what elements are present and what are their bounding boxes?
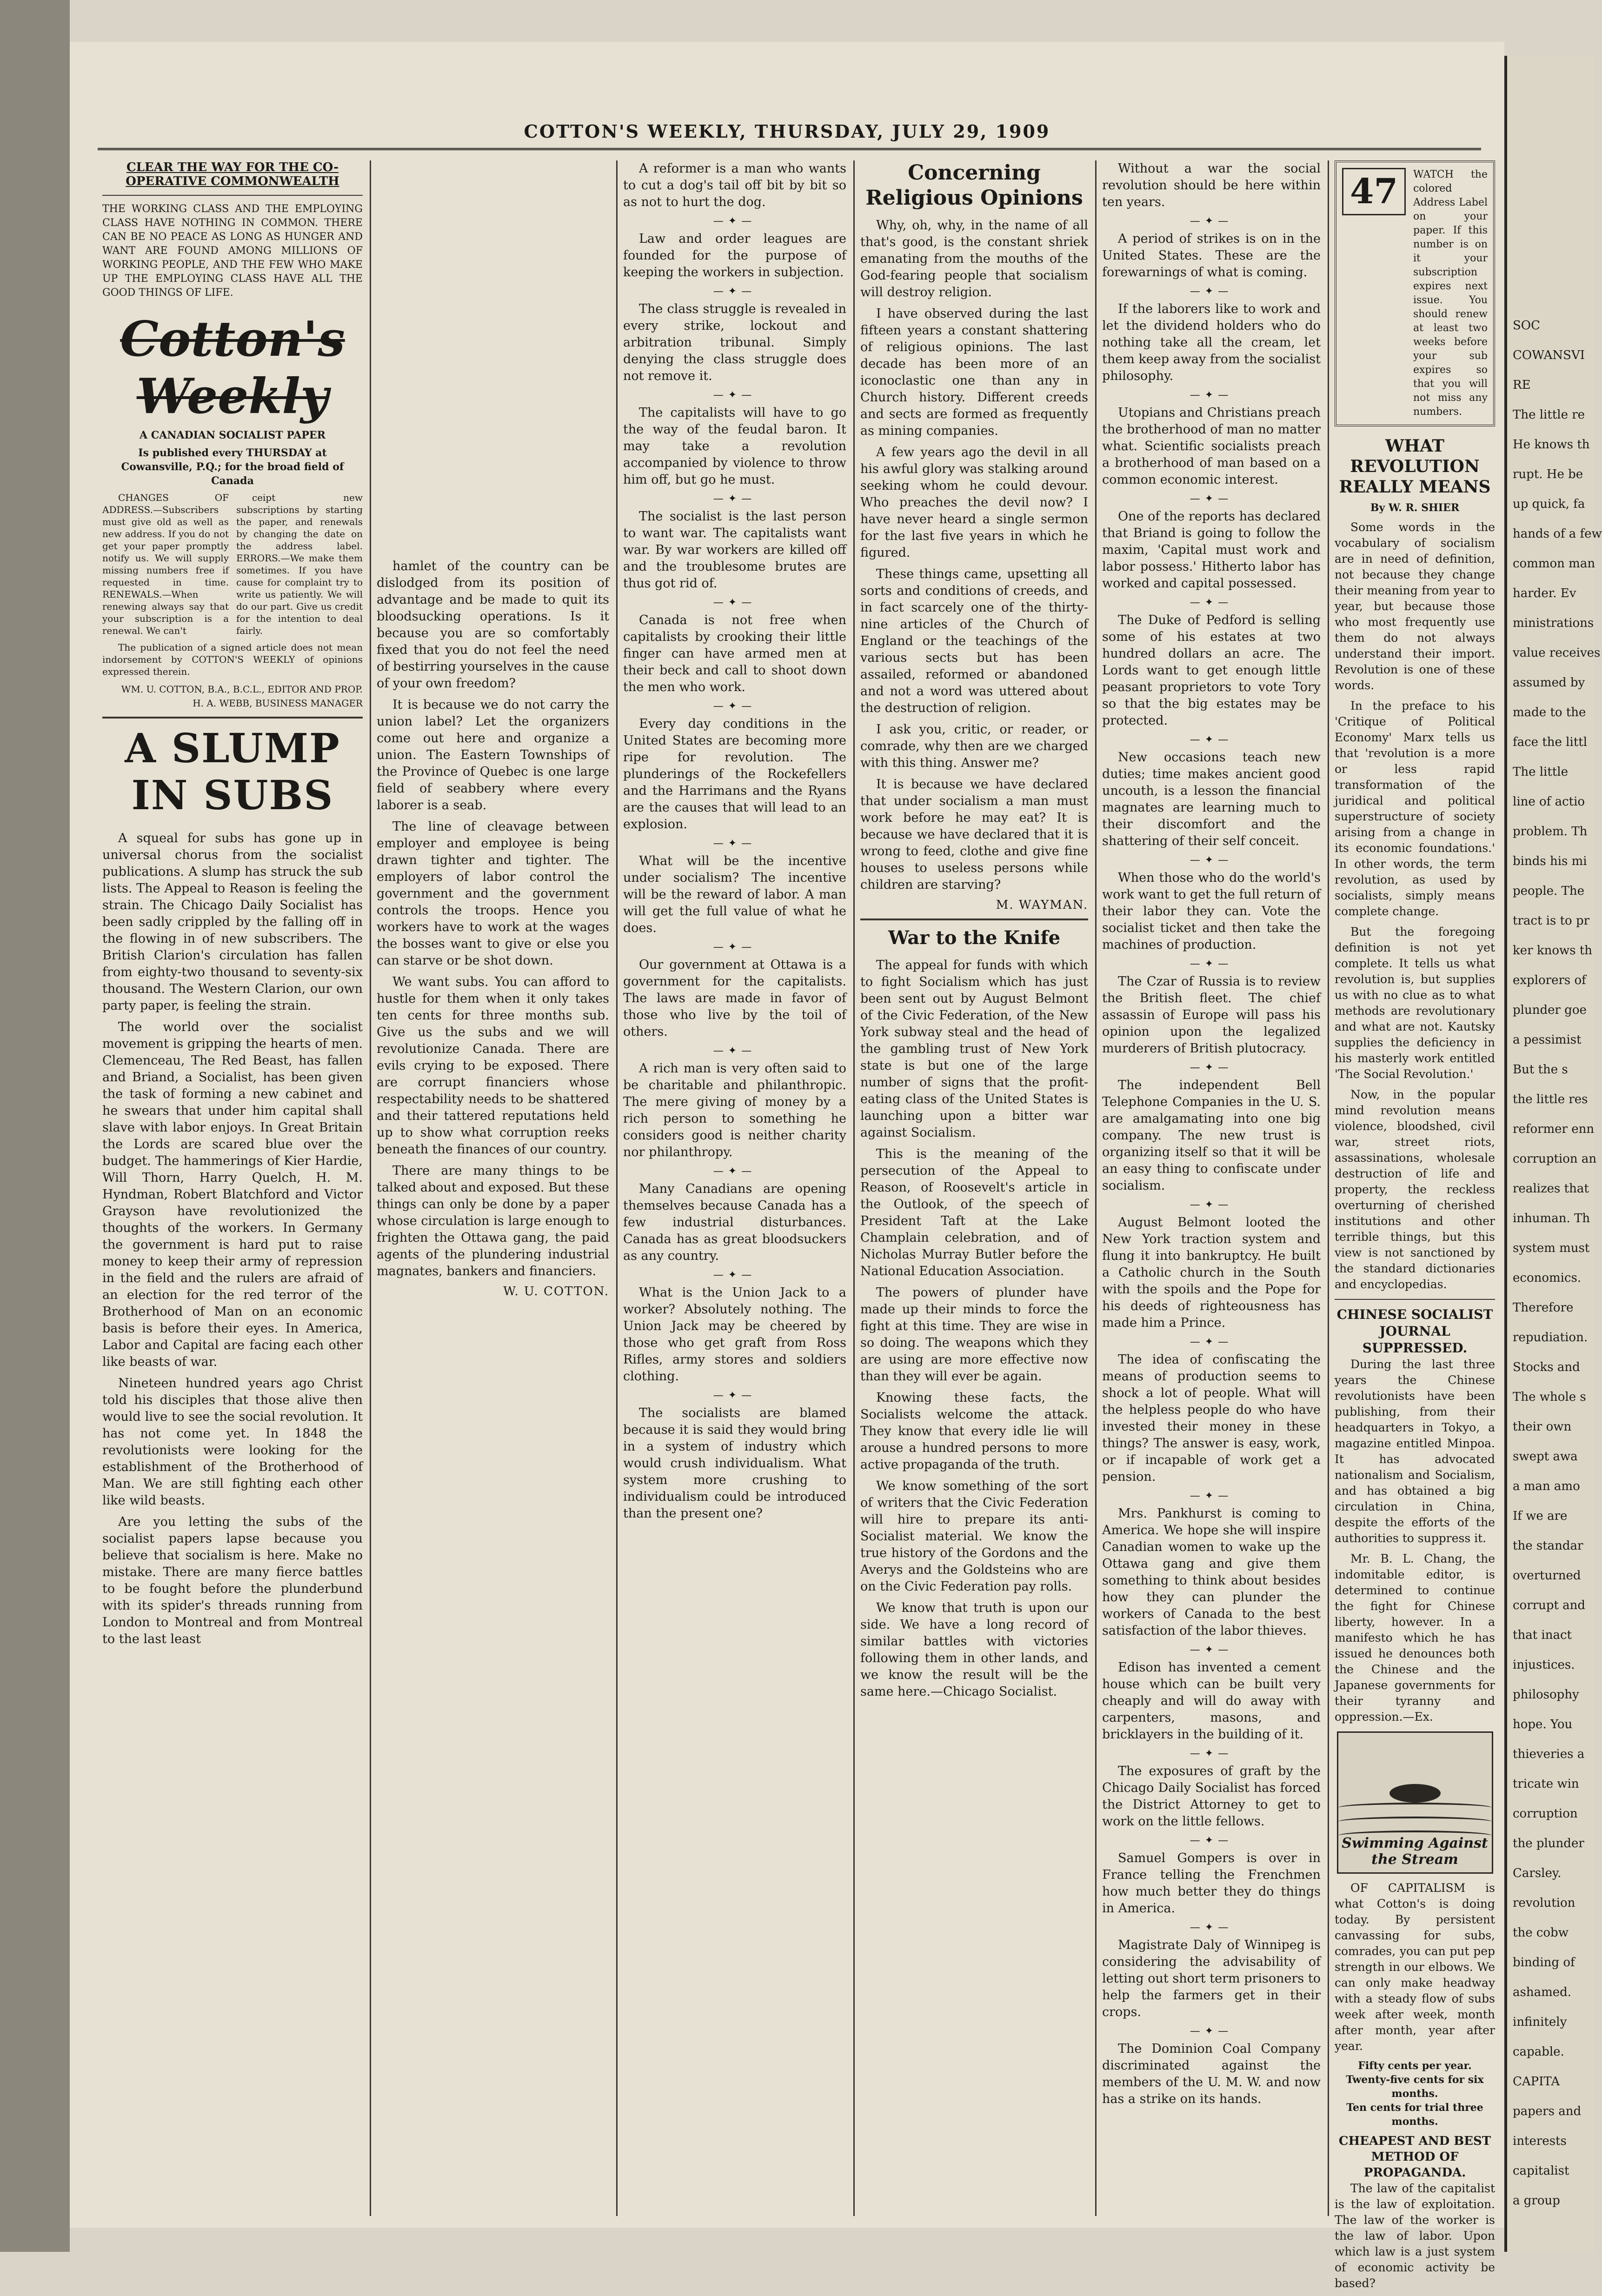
paragraph: Canada is not free when capitalists by crooking their little finger can have armed men at their beck and call to shoot down the men who work. (623, 613, 846, 694)
adjacent-page-fragment: hope. You (1513, 1717, 1573, 1731)
adjacent-page-strip (1504, 56, 1602, 2252)
paragraph: August Belmont looted the New York traction system and flung it into bankruptcy. He built a Catholic church in the South with the spoils and the Pope for his deeds of righteousness has made him a Prince. (1102, 1215, 1321, 1330)
slump-paragraph: Are you letting the subs of the socialist papers lapse because you believe that socialism is here. Make no mistake. There are many fierce battles to be fought before the plunderbund with its spider's threads running from London to Montreal and from Montreal to the last least (102, 1515, 363, 1646)
tagline: A CANADIAN SOCIALIST PAPER (140, 429, 326, 441)
adjacent-page-fragment: inhuman. Th (1513, 1211, 1590, 1225)
cooperative-heading: CLEAR THE WAY FOR THE CO-OPERATIVE COMMONWEALTH (126, 160, 339, 188)
adjacent-page-fragment: The little (1513, 765, 1568, 779)
adjacent-page-fragment: If we are (1513, 1509, 1568, 1523)
divider: —✦— (1190, 1336, 1233, 1348)
adjacent-page-fragment: plunder goe (1513, 1003, 1587, 1017)
adjacent-page-fragment: interests (1513, 2134, 1567, 2148)
divider: —✦— (713, 1269, 757, 1281)
propaganda-paragraph: The law of the capitalist is the law of exploitation. The law of the worker is the law of labor. Upon which law is a just system of economic activity be based? (1335, 2182, 1495, 2290)
divider: —✦— (1190, 1062, 1233, 1073)
swimmer-illustration (1337, 1731, 1493, 1874)
adjacent-page-fragment: revolution (1513, 1896, 1575, 1910)
label-number: 47 (1342, 168, 1406, 215)
adjacent-page-fragment: that inact (1513, 1628, 1572, 1642)
column-4 (860, 160, 1088, 1705)
paragraph: The Czar of Russia is to review the British fleet. The chief assassin of Europe will pass his opinion upon the legalized murderers of British plutocracy. (1102, 974, 1321, 1056)
paragraph: One of the reports has declared that Briand is going to follow the maxim, 'Capital must work and labor possess.' Hitherto labor has worked and capital possessed. (1102, 509, 1321, 591)
adjacent-page-fragment: ashamed. (1513, 1985, 1572, 1999)
paragraph: Law and order leagues are founded for the purpose of keeping the workers in subjection. (623, 232, 846, 280)
newspaper-page (70, 42, 1504, 2290)
divider: —✦— (1190, 1835, 1233, 1846)
adjacent-page-fragment: He knows th (1513, 438, 1590, 452)
paragraph: A period of strikes is on in the United States. These are the forewarnings of what is coming. (1102, 232, 1321, 280)
adjacent-page-fragment: Therefore (1513, 1301, 1574, 1315)
divider: —✦— (1190, 286, 1233, 297)
adjacent-page-fragment: explorers of (1513, 973, 1586, 987)
religious-paragraph: It is because we have declared that under socialism a man must work before he may eat? It is because we have declared that it is wrong to feed, clothe and give fine houses to useless persons while children are starving? (860, 777, 1088, 892)
adjacent-page-fragment: But the s (1513, 1063, 1568, 1077)
paragraph: The socialists are blamed because it is said they would bring in a system of industry which would crush individualism. What system more crushing to individualism could be introduced than the present one? (623, 1406, 846, 1521)
adjacent-page-fragment: The whole s (1513, 1390, 1586, 1404)
adjacent-page-fragment: a group (1513, 2194, 1560, 2208)
adjacent-page-fragment: the plunder (1513, 1837, 1584, 1850)
war-paragraph: This is the meaning of the persecution of the Appeal to Reason, of Roosevelt's article in the Outlook, of the speech of President Taft at the Lake Champlain celebration, and of Nicholas Murray Butler before the National Education Association. (860, 1147, 1088, 1278)
rate-line: Fifty cents per year. (1358, 2060, 1472, 2072)
divider: —✦— (1190, 1490, 1233, 1502)
divider: —✦— (713, 700, 757, 712)
religious-paragraph: I have observed during the last fifteen years a constant shattering of religious opinions. The last decade has been more of an iconoclastic one than any in Church history. Different creeds and sects are formed as frequently as mining companies. (860, 306, 1088, 438)
paragraph: What will be the incentive under socialism? The incentive will be the reward of labor. A man will get the full value of what he does. (623, 854, 846, 935)
paragraph: Many Canadians are opening themselves because Canada has a few industrial disturbances. Canada has as great bloodsuckers as any country. (623, 1182, 846, 1263)
adjacent-page-fragment: common man (1513, 557, 1595, 571)
divider: —✦— (1190, 597, 1233, 608)
paragraph: The Duke of Pedford is selling some of his estates at two hundred dollars an acre. The Lords want to get enough little peasant proprietors to vote Tory so that the big estates may be protected. (1102, 613, 1321, 728)
divider: —✦— (713, 597, 757, 608)
paragraph: The Dominion Coal Company discriminated against the members of the U. M. W. and now has a strike on its hands. (1102, 2042, 1321, 2106)
adjacent-page-fragment: rupt. He be (1513, 467, 1583, 481)
adjacent-page-fragment: a pessimist (1513, 1033, 1582, 1047)
divider: —✦— (1190, 389, 1233, 401)
paragraph: The socialist is the last person to want war. The capitalists want war. By war workers are killed off and the troublesome brutes are thus got rid of. (623, 509, 846, 591)
adjacent-page-fragment: The little re (1513, 408, 1585, 422)
divider: —✦— (713, 1390, 757, 1401)
adjacent-page-fragment: the standar (1513, 1539, 1583, 1553)
rate-line: Ten cents for trial three months. (1346, 2102, 1483, 2128)
adjacent-page-fragment: repudiation. (1513, 1331, 1588, 1344)
adjacent-page-fragment: problem. Th (1513, 825, 1588, 839)
adjacent-page-fragment: value receives (1513, 646, 1601, 660)
header-rule (98, 148, 1481, 150)
notices (102, 492, 363, 641)
slump-title: A SLUMP IN SUBS (125, 725, 340, 819)
adjacent-page-fragment: hands of a few (1513, 527, 1602, 541)
signature: W. U. COTTON. (503, 1284, 609, 1298)
paragraph: Without a war the social revolution should be here within ten years. (1102, 161, 1321, 209)
adjacent-page-fragment: corruption (1513, 1807, 1578, 1821)
divider: —✦— (1190, 1644, 1233, 1656)
adjacent-page-fragment: ker knows th (1513, 944, 1593, 958)
war-paragraph: Knowing these facts, the Socialists welcome the attack. They know that every idle lie will arouse a hundred persons to more active propaganda of the truth. (860, 1391, 1088, 1472)
adjacent-page-fragment: infinitely (1513, 2015, 1567, 2029)
war-paragraph: We know something of the sort of writers that the Civic Federation will hire to prepare its anti-Socialist material. We know the true history of the Gordons and the Averys and the Goldsteins who are on the Civic Federation pay rolls. (860, 1479, 1088, 1594)
published-line: Is published every THURSDAY at Cowansville, P.Q.; for the broad field of Canada (121, 447, 344, 487)
religious-title: Concerning Religious Opinions (865, 161, 1083, 210)
paragraph: What is the Union Jack to a worker? Absolutely nothing. The Union Jack may be cheered by those who get graft from Ross Rifles, army stores and soldiers clothing. (623, 1285, 846, 1384)
adjacent-page-fragment: the little res (1513, 1092, 1588, 1106)
slump-paragraph: hamlet of the country can be dislodged from its position of advantage and be made to quit its bloodsucking operations. Is it because you are so comfortably fixed that you do not feel the need of bestirring yourselves in the cause of your own freedom? (377, 559, 609, 691)
adjacent-page-fragment: overturned (1513, 1569, 1581, 1583)
adjacent-page-fragment: line of actio (1513, 795, 1585, 809)
adjacent-page-fragment: COWANSVI (1513, 348, 1585, 362)
adjacent-page-fragment: realizes that (1513, 1182, 1589, 1196)
illustration-caption: Swimming Against the Stream (1342, 1835, 1488, 1868)
chinese-journal-title: CHINESE SOCIALIST JOURNAL SUPPRESSED. (1336, 1307, 1493, 1356)
adjacent-page-fragment: the cobw (1513, 1926, 1569, 1940)
divider: —✦— (713, 286, 757, 297)
paragraph: Utopians and Christians preach the brotherhood of man no matter what. Scientific socialists preach a brotherhood of man based on a common economic interest. (1102, 406, 1321, 487)
war-paragraph: The appeal for funds with which to fight Socialism which has just been sent out by August Belmont of the Civic Federation, of the New York subway steal and the head of the gambling trust of New York state is but one of the large number of signs that the profit-eating class of the United States is launching upon a bitter war against Socialism. (860, 958, 1088, 1140)
adjacent-page-fragment: papers and (1513, 2104, 1582, 2118)
column-1 (102, 160, 363, 1652)
paragraph: Samuel Gompers is over in France telling the Frenchmen how much better they do things in America. (1102, 1851, 1321, 1916)
paragraph: The class struggle is revealed in every strike, lockout and arbitration tribunal. Simply denying the class struggle does not remove it. (623, 302, 846, 383)
adjacent-page-fragment: binding of (1513, 1956, 1575, 1970)
slump-paragraph: It is because we do not carry the union label? Let the organizers come out here and organize a union. The Eastern Townships of the Province of Quebec is one large field of seabbery where every laborer is a seab. (377, 698, 609, 812)
divider: —✦— (1190, 854, 1233, 866)
column-rule (370, 160, 371, 2216)
paragraph: The independent Bell Telephone Companies in the U. S. are amalgamating into one big company. The new trust is organizing itself so that it will be an easy thing to confiscate under socialism. (1102, 1078, 1321, 1193)
chinese-journal-paragraph: Mr. B. L. Chang, the indomitable editor, is determined to continue the fight for Chinese liberty, however. In a manifesto which he has issued he denounces both the Chinese and the Japanese governments for their tyranny and oppression.—Ex. (1335, 1552, 1495, 1724)
paragraph: Magistrate Daly of Winnipeg is considering the advisability of letting out short term prisoners to help the farmers get in their crops. (1102, 1938, 1321, 2019)
page-gutter (0, 0, 70, 2252)
adjacent-page-fragment: CAPITA (1513, 2075, 1560, 2089)
disclaimer: The publication of a signed article does not mean indorsement by COTTON'S WEEKLY of opinions expressed therein. (102, 642, 363, 677)
adjacent-page-fragment: made to the (1513, 705, 1586, 719)
adjacent-page-fragment: tract is to pr (1513, 914, 1590, 928)
adjacent-page-fragment: tricate win (1513, 1777, 1579, 1791)
divider: —✦— (1190, 2025, 1233, 2037)
adjacent-page-fragment: reformer enn (1513, 1122, 1595, 1136)
divider: —✦— (713, 215, 757, 227)
adjacent-page-fragment: Stocks and (1513, 1360, 1580, 1374)
preamble: THE WORKING CLASS AND THE EMPLOYING CLASS HAVE NOTHING IN COMMON. THERE CAN BE NO PEACE AS LONG AS HUNGER AND WANT ARE FOUND AMONG MILLIONS OF WORKING PEOPLE, AND THE FEW WHO MAKE UP THE EMPLOYING CLASS HAVE ALL THE GOOD THINGS OF LIFE. (102, 203, 363, 299)
divider: —✦— (1190, 1199, 1233, 1211)
column-rule (1328, 160, 1329, 2216)
chinese-journal-paragraph: During the last three years the Chinese revolutionists have been publishing, from their headquarters in Tokyo, a magazine entitled Minpoa. It has advocated nationalism and Socialism, and has obtained a big circulation in China, despite the efforts of the authorities to suppress it. (1335, 1358, 1495, 1545)
slump-paragraph: There are many things to be talked about and exposed. But these things can only be done by a paper whose circulation is large enough to frighten the Ottawa gang, the paid agents of the plundering industrial magnates, bankers and financiers. (377, 1164, 609, 1278)
divider (102, 717, 363, 719)
column-rule (853, 160, 855, 2216)
column-3 (623, 160, 846, 1527)
editor-line: WM. U. COTTON, B.A., B.C.L., EDITOR AND PROP. (121, 684, 363, 695)
wave-line (1338, 1817, 1492, 1827)
paragraph: If the laborers like to work and let the dividend holders who do nothing take all the cream, let them keep away from the socialist philosophy. (1102, 302, 1321, 383)
paragraph: The capitalists will have to go the way of the feudal baron. It may take a revolution accompanied by violence to throw him off, but go he must. (623, 406, 846, 487)
religious-paragraph: A few years ago the devil in all his awful glory was stalking around seeking whom he could devour. Who preaches the devil now? I have never heard a single sermon for the last five years in which he figured. (860, 445, 1088, 560)
slump-paragraph: A squeal for subs has gone up in universal chorus from the socialist publications. A slump has struck the sub lists. The Appeal to Reason is feeling the strain. The Chicago Daily Socialist has been sadly crippled by the falling off in the flowing in of new subscribers. The British Clarion's circulation has fallen from eighty-two thousand to seventy-six thousand. The Western Clarion, our own party paper, is feeling the strain. (102, 831, 363, 1013)
religious-paragraph: Why, oh, why, in the name of all that's good, is the constant shriek emanating from the mouths of the God-fearing people that socialism will destroy religion. (860, 218, 1088, 299)
label-notice-text: WATCH the colored Address Label on your paper. If this number is on it your subscription expires next issue. You should renew at least two weeks before your sub expires so that you will not miss any numbers. (1413, 169, 1488, 418)
paragraph: A rich man is very often said to be charitable and philanthropic. The mere giving of money by a rich person to something he considers good is neither charity nor philanthropy. (623, 1061, 846, 1159)
divider: —✦— (713, 493, 757, 505)
adjacent-page-fragment: system must (1513, 1241, 1590, 1255)
divider: —✦— (1190, 1748, 1233, 1759)
adjacent-page-fragment: economics. (1513, 1271, 1582, 1285)
swimmer-figure (1389, 1784, 1441, 1803)
divider: —✦— (1190, 493, 1233, 505)
revolution-title: WHAT REVOLUTION REALLY MEANS (1339, 436, 1491, 497)
slump-paragraph: We want subs. You can afford to hustle for them when it only takes ten cents for three months sub. Give us the subs and we will revolutionize Canada. There are evils crying to be exposed. There are corrupt financiers whose respectability needs to be shattered and their tattered reputations held up to show what corruption reeks beneath the finances of our country. (377, 975, 609, 1157)
adjacent-page-fragment: harder. Ev (1513, 586, 1576, 600)
paragraph: The exposures of graft by the Chicago Daily Socialist has forced the District Attorney to get to work on the little fellows. (1102, 1764, 1321, 1829)
adjacent-page-fragment: RE (1513, 378, 1531, 392)
column-5 (1102, 160, 1321, 2112)
war-title: War to the Knife (888, 927, 1061, 949)
adjacent-page-fragment: philosophy (1513, 1688, 1579, 1702)
adjacent-page-fragment: face the littl (1513, 735, 1588, 749)
war-paragraph: The powers of plunder have made up their minds to force the fight at this time. They are wise in so doing. The weapons which they are using are more effective now than they will ever be again. (860, 1285, 1088, 1384)
adjacent-page-fragment: people. The (1513, 884, 1585, 898)
adjacent-page-fragment: corruption an (1513, 1152, 1597, 1166)
adjacent-page-fragment: corrupt and (1513, 1598, 1586, 1612)
revolution-paragraph: In the preface to his 'Critique of Political Economy' Marx tells us that 'revolution is a more or less rapid transformation of the juridical and political superstructure of society arising from a change in its economic foundations.' In other words, the term revolution, as used by socialists, simply means complete change. (1335, 699, 1495, 918)
divider: —✦— (713, 941, 757, 953)
revolution-paragraph: Some words in the vocabulary of socialism are in need of definition, not because they change their meaning from year to year, but because those who most frequently use them do not always understand their import. Revolution is one of these words. (1335, 520, 1495, 692)
capitalism-paragraph: OF CAPITALISM is what Cotton's is doing today. By persistent canvassing for subs, comrades, you can put pep strength in our elbows. We can only make headway with a steady flow of subs week after week, month after month, year after year. (1335, 1881, 1495, 2053)
adjacent-page-fragment: a man amo (1513, 1479, 1580, 1493)
divider: —✦— (713, 838, 757, 849)
rate-line: Twenty-five cents for six months. (1346, 2074, 1484, 2100)
adjacent-page-fragment: up quick, fa (1513, 497, 1585, 511)
column-2 (377, 558, 609, 1305)
paragraph: The idea of confiscating the means of production seems to shock a lot of people. What will the helpless people do who have invested their money in these things? The answer is easy, work, or if incapable of work get a pension. (1102, 1352, 1321, 1484)
slump-paragraph: The world over the socialist movement is gripping the hearts of men. Clemenceau, The Red Beast, has fallen and Briand, a Socialist, has been given the task of forming a new cabinet and he swears that under him capital shall slave with labor enjoys. In Great Britain the Lords are scared blue over the budget. The hammerings of Kier Hardie, Will Thorn, Harry Quelch, H. M. Hyndman, Robert Blatchford and Victor Grayson have revolutionized the thoughts of the workers. In Germany the government is hard put to raise money to keep their army of repression in the field and the rulers are afraid of an election for the red terror of the Brotherhood of Man on an economic basis is before their eyes. In America, Labor and Capital are facing each other like beasts of war. (102, 1020, 363, 1369)
paragraph: When those who do the world's work want to get the full return of their labor they can. Vote the socialist ticket and then take the machines of production. (1102, 871, 1321, 952)
divider: —✦— (1190, 1922, 1233, 1933)
adjacent-page-fragment: binds his mi (1513, 854, 1587, 868)
divider: —✦— (1190, 958, 1233, 970)
masthead: Cotton's Weekly (120, 310, 345, 425)
divider: —✦— (713, 1045, 757, 1057)
religious-paragraph: I ask you, critic, or reader, or comrade, why then are we charged with this thing. Answer me? (860, 722, 1088, 770)
divider (1335, 1299, 1495, 1300)
address-label-notice (1335, 160, 1495, 426)
notices-right: ceipt new subscriptions by starting the paper, and renewals by changing the date on the address label. ERRORS.—We make them sometimes. If you have cause for complaint try to write us patiently. We will do our part. Give us credit for the intention to deal fairly. (236, 492, 363, 636)
paragraph: Our government at Ottawa is a government for the capitalists. The laws are made in favor of those who live by the toil of others. (623, 958, 846, 1039)
adjacent-page-fragment: SOC (1513, 319, 1541, 333)
divider: —✦— (713, 1165, 757, 1177)
column-rule (1095, 160, 1097, 2216)
adjacent-page-fragment: thieveries a (1513, 1747, 1585, 1761)
propaganda-title: CHEAPEST AND BEST METHOD OF PROPAGANDA. (1338, 2134, 1491, 2180)
slump-paragraph: Nineteen hundred years ago Christ told his disciples that those alive then would live to see the social revolution. It has not come yet. In 1848 the revolutionists were looking for the establishment of the Brotherhood of Man. We are still fighting each other like wild beasts. (102, 1376, 363, 1508)
wave-line (1338, 1803, 1492, 1813)
manager-line: H. A. WEBB, BUSINESS MANAGER (193, 698, 363, 709)
adjacent-page-fragment: their own (1513, 1420, 1572, 1434)
paragraph: A reformer is a man who wants to cut a dog's tail off bit by bit so as not to hurt the dog. (623, 161, 846, 209)
revolution-paragraph: But the foregoing definition is not yet complete. It tells us what revolution is, but supplies us with no clue as to what methods are revolutionary and what are not. Kautsky supplies the deficiency in his masterly work entitled 'The Social Revolution.' (1335, 925, 1495, 1081)
paragraph: Mrs. Pankhurst is coming to America. We hope she will inspire Canadian women to wake up the Ottawa gang and give them something to think about besides how they can plunder the workers of Canada to the best satisfaction of the labor thieves. (1102, 1506, 1321, 1638)
column-6 (1335, 160, 1495, 2296)
divider (102, 195, 363, 196)
adjacent-page-fragment: ministrations (1513, 616, 1594, 630)
signature: M. WAYMAN. (996, 898, 1088, 912)
adjacent-page-fragment: Carsley. (1513, 1866, 1562, 1880)
paragraph: Edison has invented a cement house which can be built very cheaply and will do away with carpenters, masons, and bricklayers in the building of it. (1102, 1660, 1321, 1742)
divider: —✦— (1190, 215, 1233, 227)
paragraph: New occasions teach new duties; time makes ancient good uncouth, is a lesson the financial magnates are learning much to their discomfort and the shattering of their self conceit. (1102, 750, 1321, 848)
divider (860, 918, 1088, 920)
adjacent-page-fragment: capitalist (1513, 2164, 1569, 2178)
adjacent-page-fragment: capable. (1513, 2045, 1564, 2059)
paragraph: Every day conditions in the United States are becoming more ripe for revolution. The plunderings of the Rockefellers and the Harrimans and the Ryans are the causes that will lead to an explosion. (623, 717, 846, 832)
adjacent-page-fragment: swept awa (1513, 1450, 1578, 1464)
revolution-byline: By W. R. SHIER (1370, 502, 1460, 514)
slump-paragraph: The line of cleavage between employer and employee is being drawn tighter and tighter. The employers of labor control the government and the government controls the troops. Hence you workers have to work at the wages the bosses want to give or else you can starve or be shot down. (377, 819, 609, 968)
divider: —✦— (713, 389, 757, 401)
column-rule (616, 160, 618, 2216)
war-paragraph: We know that truth is upon our side. We have a long record of similar battles with victories following them in other lands, and we know the result will be the same here.—Chicago Socialist. (860, 1601, 1088, 1699)
divider: —✦— (1190, 734, 1233, 745)
adjacent-page-fragment: assumed by (1513, 676, 1585, 690)
religious-paragraph: These things came, upsetting all sorts and conditions of creeds, and in fact scarcely one of the thirty-nine articles of the Church of England or the teachings of the various sects but has been assailed, reformed or abandoned and not a word was uttered about the destruction of religion. (860, 567, 1088, 715)
notices-left: CHANGES OF ADDRESS.—Subscribers must give old as well as new address. If you do not get your paper promptly notify us. We will supply missing numbers free if requested in time. RENEWALS.—When renewing always say that your subscription is a renewal. We can't (102, 492, 229, 636)
adjacent-page-fragment: injustices. (1513, 1658, 1575, 1672)
revolution-paragraph: Now, in the popular mind revolution means violence, bloodshed, civil war, street riots, assassinations, wholesale destruction of life and property, the reckless overturning of cherished institutions and other terrible things, but this view is not sanctioned by the standard dictionaries and encyclopedias. (1335, 1088, 1495, 1291)
running-head: COTTON'S WEEKLY, THURSDAY, JULY 29, 1909 (524, 121, 1050, 142)
